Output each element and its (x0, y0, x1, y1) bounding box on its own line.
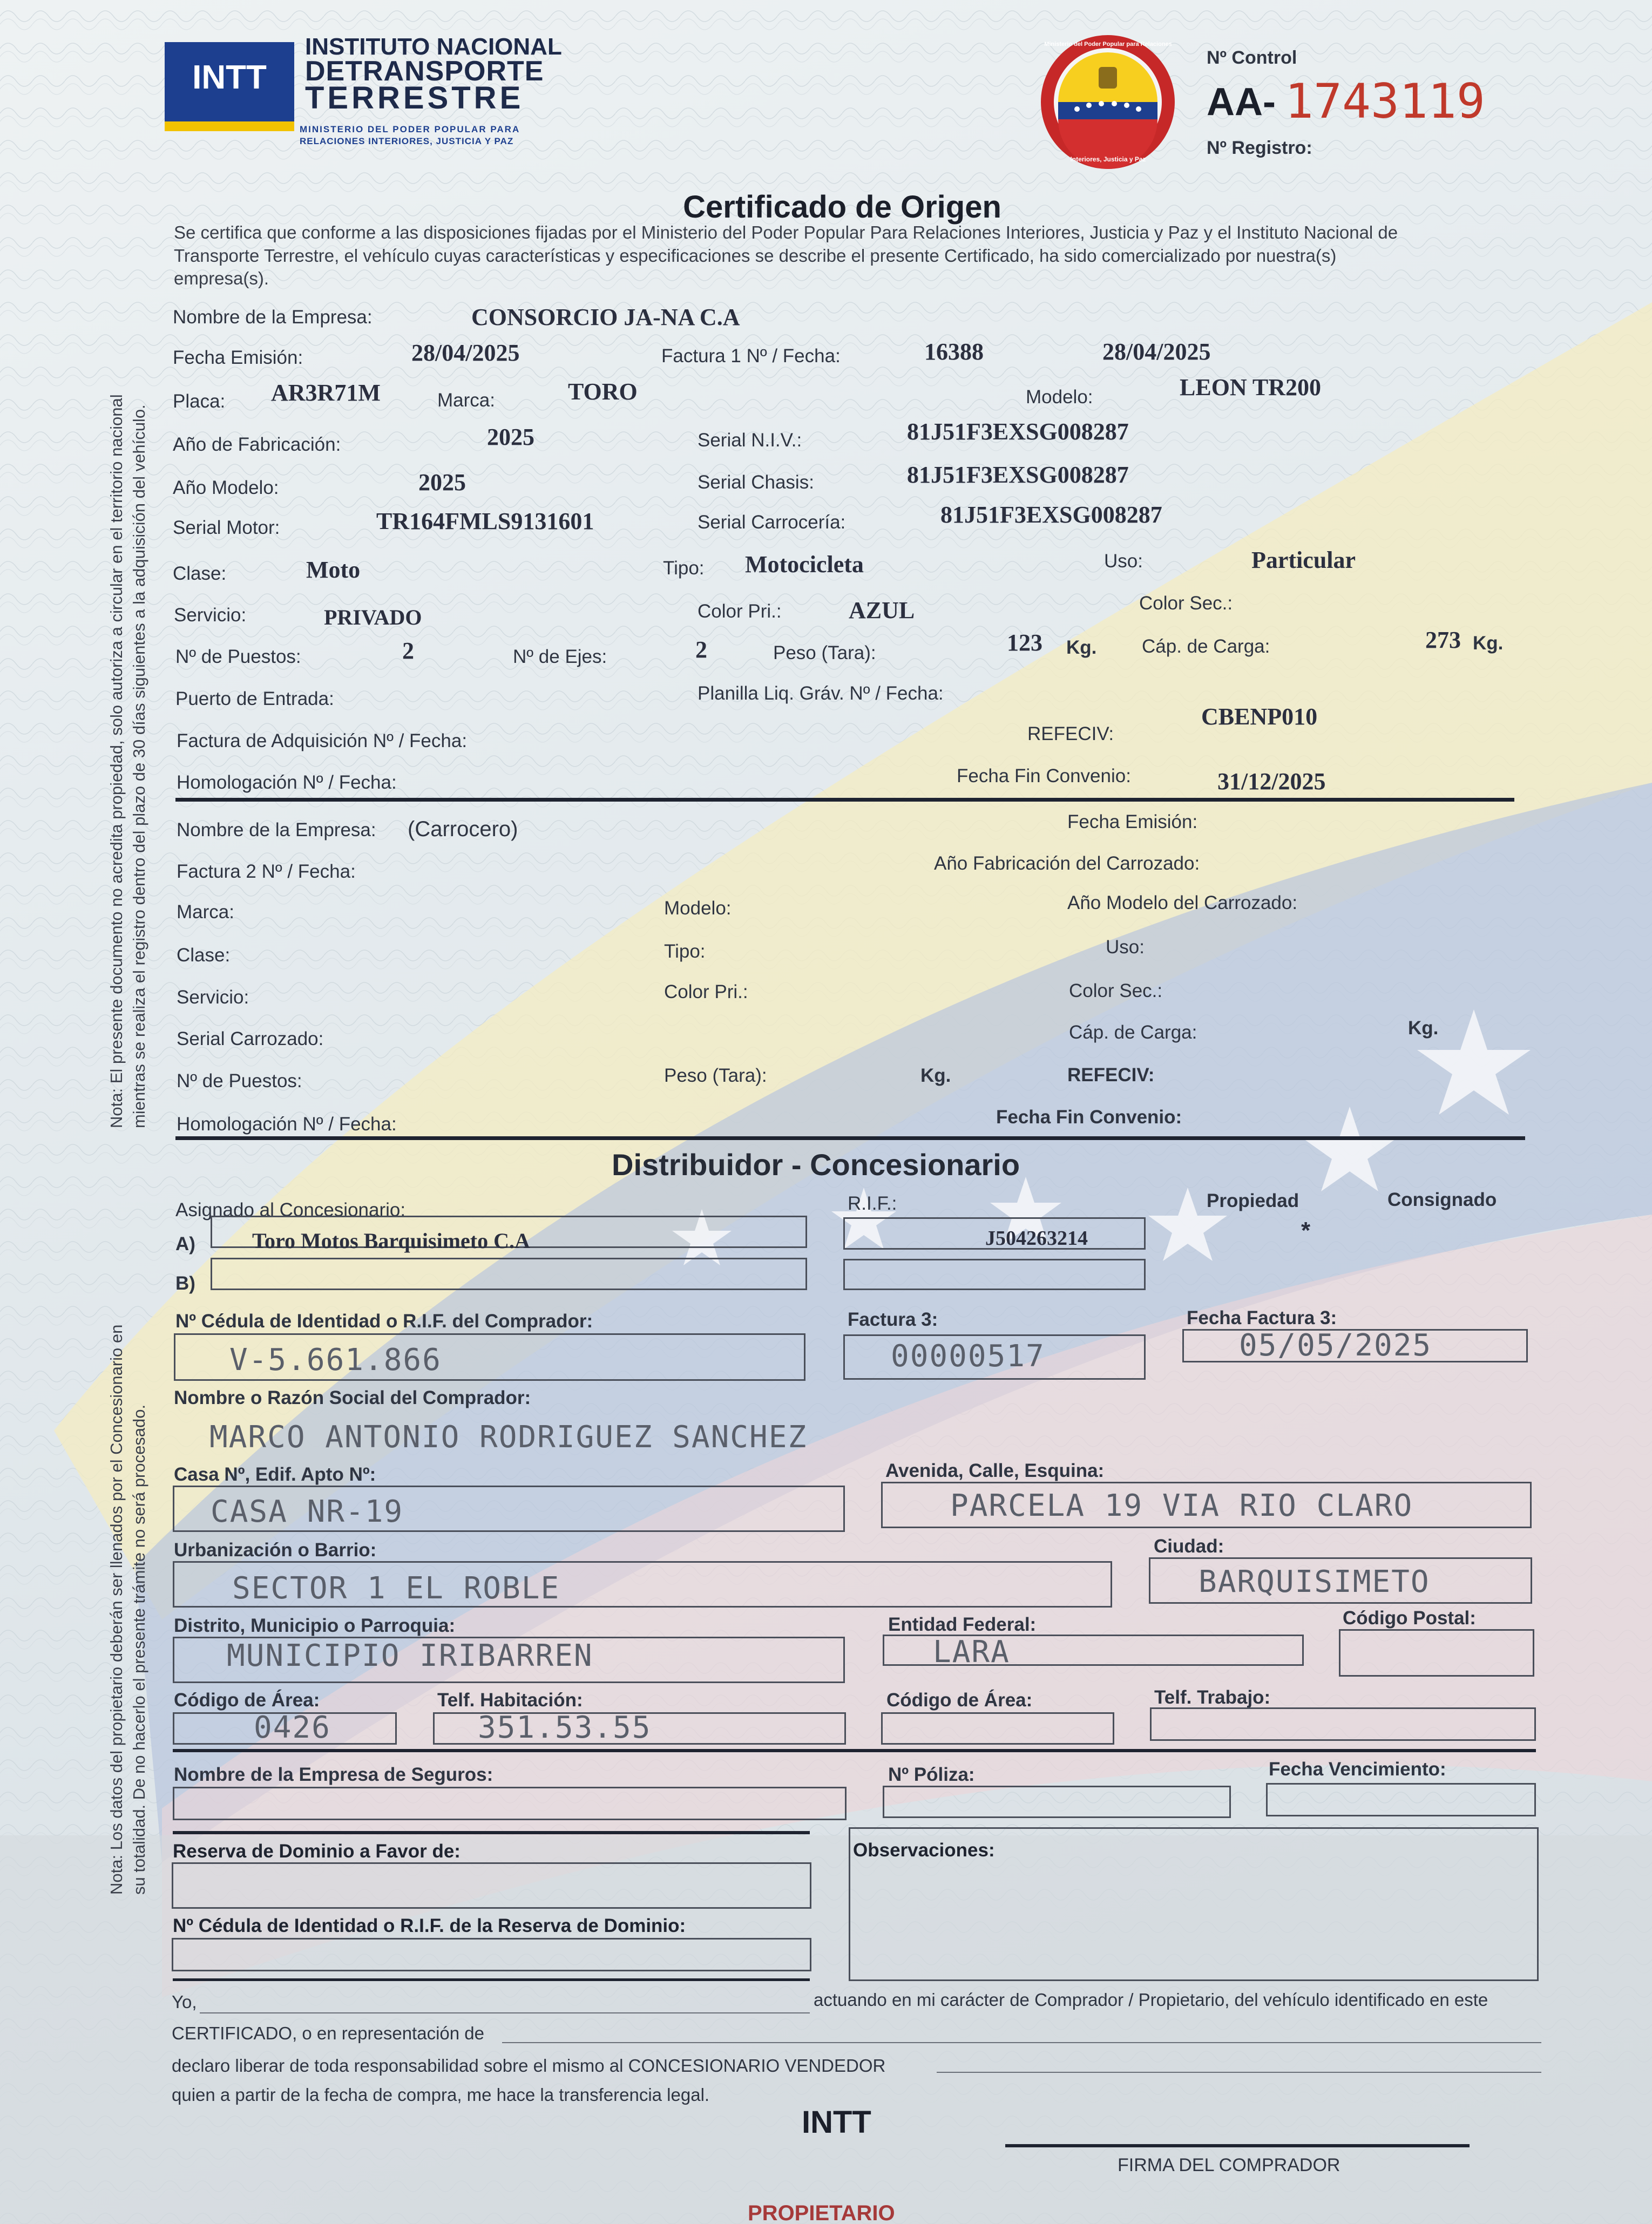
asignado-label: Asignado al Concesionario: (175, 1199, 406, 1221)
carro-clase-label: Clase: (177, 945, 231, 966)
decl-yo: Yo, (172, 1992, 197, 2012)
fecha-emision-label: Fecha Emisión: (173, 347, 303, 368)
side-note-1 (105, 394, 151, 1128)
ministry-line2: RELACIONES INTERIORES, JUSTICIA Y PAZ (300, 136, 514, 146)
seguros-label: Nombre de la Empresa de Seguros: (174, 1764, 493, 1785)
intt-logo (165, 42, 294, 131)
carro-anio-modelo-label: Año Modelo del Carrozado: (1067, 892, 1298, 913)
carro-peso-label: Peso (Tara): (664, 1065, 767, 1086)
servicio-value: PRIVADO (324, 605, 422, 629)
peso-value: 123 (1007, 629, 1042, 656)
seal-text-bottom: Interiores, Justicia y Paz (1070, 155, 1146, 163)
carro-anio-fab-label: Año Fabricación del Carrozado: (934, 853, 1200, 874)
telf-trab-field[interactable] (1150, 1707, 1536, 1741)
carro-peso-kg: Kg. (920, 1065, 951, 1086)
avenida-value: PARCELA 19 VIA RIO CLARO (950, 1488, 1413, 1523)
decl-actuando: actuando en mi carácter de Comprador / Propietario, del vehículo identificado en este (814, 1990, 1488, 2010)
chasis-label: Serial Chasis: (698, 472, 814, 493)
ministry-line1: MINISTERIO DEL PODER POPULAR PARA (300, 124, 520, 134)
carro-uso-label: Uso: (1106, 937, 1145, 958)
ejes-value: 2 (695, 636, 707, 663)
document-title: Certificado de Origen (683, 189, 1001, 225)
telf-hab-label: Telf. Habitación: (437, 1690, 583, 1711)
decl-certificado-line (502, 2042, 1541, 2043)
side-note-1-line1: Nota: El presente documento no acredita propiedad, solo autoriza a circular en el territorio nacional (107, 394, 126, 1128)
divider-reserva (173, 1831, 810, 1834)
refeciv-label: REFECIV: (1027, 723, 1114, 744)
placa-label: Placa: (173, 391, 226, 412)
fecha-emision-value: 28/04/2025 (411, 340, 520, 366)
decl-yo-line (200, 2012, 810, 2013)
carro-tipo-label: Tipo: (664, 941, 706, 962)
postal-label: Código Postal: (1343, 1608, 1476, 1629)
area2-label: Código de Área: (886, 1690, 1033, 1711)
carro-servicio-label: Servicio: (177, 987, 249, 1008)
reserva-cedula-label: Nº Cédula de Identidad o R.I.F. de la Reserva de Dominio: (173, 1915, 686, 1936)
carroceria-value: 81J51F3EXSG008287 (940, 501, 1162, 528)
reserva-cedula-field[interactable] (172, 1938, 811, 1971)
color-sec-label: Color Sec.: (1139, 593, 1233, 614)
carro-marca-label: Marca: (177, 901, 234, 923)
entidad-value: LARA (933, 1635, 1010, 1670)
divider-carrocero (175, 798, 1514, 802)
anio-fab-value: 2025 (487, 424, 534, 450)
factura1-number: 16388 (924, 338, 984, 365)
empresa-value: CONSORCIO JA-NA C.A (471, 304, 740, 330)
clase-value: Moto (306, 557, 361, 583)
signature-line[interactable] (1005, 2144, 1470, 2147)
anio-modelo-label: Año Modelo: (173, 477, 279, 498)
fecha-fact3-label: Fecha Factura 3: (1187, 1307, 1337, 1328)
distrito-value: MUNICIPIO IRIBARREN (227, 1638, 593, 1673)
factura3-value: 00000517 (891, 1339, 1045, 1374)
reserva-label: Reserva de Dominio a Favor de: (173, 1841, 461, 1862)
carro-puestos-label: Nº de Puestos: (177, 1070, 302, 1091)
niv-value: 81J51F3EXSG008287 (907, 418, 1129, 445)
signature-label: FIRMA DEL COMPRADOR (1118, 2155, 1340, 2175)
telf-hab-value: 351.53.55 (478, 1710, 652, 1745)
carro-homolog-label: Homologación Nº / Fecha: (177, 1114, 397, 1135)
ejes-label: Nº de Ejes: (513, 646, 607, 667)
intro-line3: empresa(s). (174, 268, 269, 288)
postal-field[interactable] (1339, 1629, 1534, 1677)
factura1-date: 28/04/2025 (1102, 338, 1211, 365)
uso-label: Uso: (1104, 551, 1143, 572)
side-note-2-line1: Nota: Los datos del propietario deberán ser llenados por el Concesionario en (107, 1324, 126, 1895)
footer-propietario: PROPIETARIO (748, 2201, 895, 2224)
avenida-label: Avenida, Calle, Esquina: (885, 1460, 1105, 1481)
carro-serial-label: Serial Carrozado: (177, 1028, 324, 1049)
concesionario-a-value: Toro Motos Barquisimeto C.A (252, 1229, 530, 1253)
decl-declaro-line (937, 2072, 1541, 2073)
reserva-field[interactable] (172, 1862, 811, 1909)
carro-refeciv-label: REFECIV: (1067, 1064, 1155, 1086)
entidad-label: Entidad Federal: (888, 1614, 1037, 1635)
observaciones-label: Observaciones: (853, 1840, 995, 1861)
area-label: Código de Área: (174, 1690, 320, 1711)
propiedad-label: Propiedad (1207, 1190, 1299, 1211)
org-name-line2: DETRANSPORTE (305, 56, 544, 87)
carro-carga-label: Cáp. de Carga: (1069, 1022, 1197, 1043)
observaciones-field[interactable] (849, 1827, 1539, 1981)
color-pri-value: AZUL (849, 597, 915, 623)
motor-value: TR164FMLS9131601 (376, 508, 594, 534)
seguros-field[interactable] (173, 1787, 847, 1820)
planilla-label: Planilla Liq. Gráv. Nº / Fecha: (698, 683, 944, 704)
carga-label: Cáp. de Carga: (1142, 636, 1270, 657)
concesionario-b-field[interactable] (211, 1258, 807, 1290)
factura3-label: Factura 3: (848, 1309, 938, 1330)
divider-declaracion (173, 1978, 810, 1981)
consignado-label: Consignado (1387, 1189, 1497, 1210)
anio-modelo-value: 2025 (418, 469, 466, 496)
poliza-label: Nº Póliza: (888, 1764, 975, 1785)
area2-field[interactable] (881, 1712, 1114, 1745)
peso-label: Peso (Tara): (773, 642, 876, 663)
carro-fecha-emision-label: Fecha Emisión: (1067, 811, 1198, 832)
urb-value: SECTOR 1 EL ROBLE (232, 1571, 560, 1606)
carro-empresa-label: Nombre de la Empresa: (177, 819, 376, 840)
anio-fab-label: Año de Fabricación: (173, 434, 341, 455)
puerto-label: Puerto de Entrada: (175, 688, 334, 709)
vencimiento-field[interactable] (1266, 1783, 1536, 1816)
carro-empresa-note: (Carrocero) (408, 817, 518, 841)
carro-factura2-label: Factura 2 Nº / Fecha: (177, 861, 356, 882)
control-prefix: AA- (1207, 80, 1276, 124)
carro-color-sec-label: Color Sec.: (1069, 980, 1163, 1001)
refeciv-value: CBENP010 (1201, 703, 1318, 730)
casa-label: Casa Nº, Edif. Apto Nº: (174, 1464, 376, 1485)
registro-label: Nº Registro: (1207, 138, 1312, 158)
fin-conv-label: Fecha Fin Convenio: (957, 765, 1131, 786)
row-b-label: B) (175, 1273, 195, 1294)
intro-line2: Transporte Terrestre, el vehículo cuyas características y especificaciones se describe el presente Certificado, ha sido comercializado por nuestra(s) (174, 246, 1337, 266)
divider-seguros (173, 1749, 1536, 1752)
poliza-field[interactable] (883, 1786, 1231, 1818)
side-note-2-line2: su totalidad. De no hacerlo el presente trámite no será procesado. (130, 1404, 148, 1895)
telf-trab-label: Telf. Trabajo: (1154, 1687, 1271, 1708)
modelo-label: Modelo: (1026, 387, 1093, 408)
intro-line1: Se certifica que conforme a las disposiciones fijadas por el Ministerio del Poder Popular Para Relaciones Interiores, Justicia y Paz y el Instituto Nacional de (174, 222, 1398, 242)
seal-graphic (1039, 33, 1177, 171)
casa-value: CASA NR-19 (211, 1494, 404, 1529)
ciudad-label: Ciudad: (1154, 1536, 1224, 1557)
carga-kg: Kg. (1473, 633, 1504, 654)
carroceria-label: Serial Carrocería: (698, 512, 846, 533)
propiedad-mark: * (1301, 1217, 1311, 1244)
carro-fin-conv-label: Fecha Fin Convenio: (996, 1107, 1182, 1128)
marca-label: Marca: (437, 390, 495, 411)
nombre-label: Nombre o Razón Social del Comprador: (174, 1387, 531, 1408)
chasis-value: 81J51F3EXSG008287 (907, 462, 1129, 488)
empresa-label: Nombre de la Empresa: (173, 307, 373, 328)
vencimiento-label: Fecha Vencimiento: (1269, 1759, 1446, 1780)
uso-value: Particular (1251, 547, 1356, 573)
motor-label: Serial Motor: (173, 517, 280, 538)
rif-a-value: J504263214 (985, 1227, 1088, 1250)
decl-quien: quien a partir de la fecha de compra, me hace la transferencia legal. (172, 2085, 710, 2105)
decl-declaro: declaro liberar de toda responsabilidad sobre el mismo al CONCESIONARIO VENDEDOR (172, 2056, 886, 2076)
rif-label: R.I.F.: (848, 1193, 897, 1214)
carro-modelo-label: Modelo: (664, 898, 732, 919)
control-number: 1743119 (1285, 73, 1485, 129)
carro-carga-kg: Kg. (1408, 1018, 1439, 1039)
decl-certificado: CERTIFICADO, o en representación de (172, 2023, 484, 2043)
row-a-label: A) (175, 1233, 195, 1255)
divider-distribuidor (175, 1136, 1525, 1140)
tipo-value: Motocicleta (745, 551, 864, 578)
color-pri-label: Color Pri.: (698, 601, 782, 622)
placa-value: AR3R71M (271, 379, 381, 406)
org-name-line1: INSTITUTO NACIONAL (305, 33, 562, 60)
tipo-label: Tipo: (663, 558, 705, 579)
cedula-value: V-5.661.866 (229, 1342, 442, 1378)
distrito-label: Distrito, Municipio o Parroquia: (174, 1615, 456, 1636)
niv-label: Serial N.I.V.: (698, 430, 802, 451)
fact-adq-label: Factura de Adquisición Nº / Fecha: (177, 730, 468, 751)
footer-intt: INTT (802, 2105, 871, 2140)
side-note-2 (105, 1325, 151, 1895)
seal-text-top: Ministerio del Poder Popular para Relaciones (1044, 41, 1172, 48)
area-value: 0426 (254, 1710, 331, 1745)
carga-value: 273 (1425, 627, 1461, 653)
clase-label: Clase: (173, 563, 227, 584)
distribuidor-title: Distribuidor - Concesionario (612, 1148, 1020, 1182)
puestos-label: Nº de Puestos: (175, 646, 301, 667)
modelo-value: LEON TR200 (1180, 374, 1322, 401)
puestos-value: 2 (402, 638, 414, 664)
factura1-label: Factura 1 Nº / Fecha: (661, 345, 841, 367)
control-label: Nº Control (1207, 48, 1297, 68)
peso-kg: Kg. (1066, 637, 1097, 658)
servicio-label: Servicio: (174, 605, 247, 626)
urb-label: Urbanización o Barrio: (174, 1540, 377, 1561)
fecha-fact3-value: 05/05/2025 (1239, 1328, 1432, 1363)
cedula-label: Nº Cédula de Identidad o R.I.F. del Comprador: (175, 1311, 593, 1332)
marca-value: TORO (568, 378, 638, 405)
fin-conv-value: 31/12/2025 (1217, 768, 1326, 795)
org-name-line3: TERRESTRE (305, 80, 524, 116)
intt-logo-text: INTT (192, 59, 267, 96)
carro-color-pri-label: Color Pri.: (664, 981, 748, 1002)
rif-b-field[interactable] (843, 1259, 1146, 1290)
ciudad-value: BARQUISIMETO (1199, 1564, 1430, 1599)
nombre-value: MARCO ANTONIO RODRIGUEZ SANCHEZ (209, 1420, 808, 1455)
homolog-label: Homologación Nº / Fecha: (177, 772, 397, 793)
side-note-1-line2: mientras se realiza el registro dentro del plazo de 30 días siguientes a la adquisición del vehículo. (130, 404, 148, 1128)
ministry-seal (1039, 33, 1177, 171)
